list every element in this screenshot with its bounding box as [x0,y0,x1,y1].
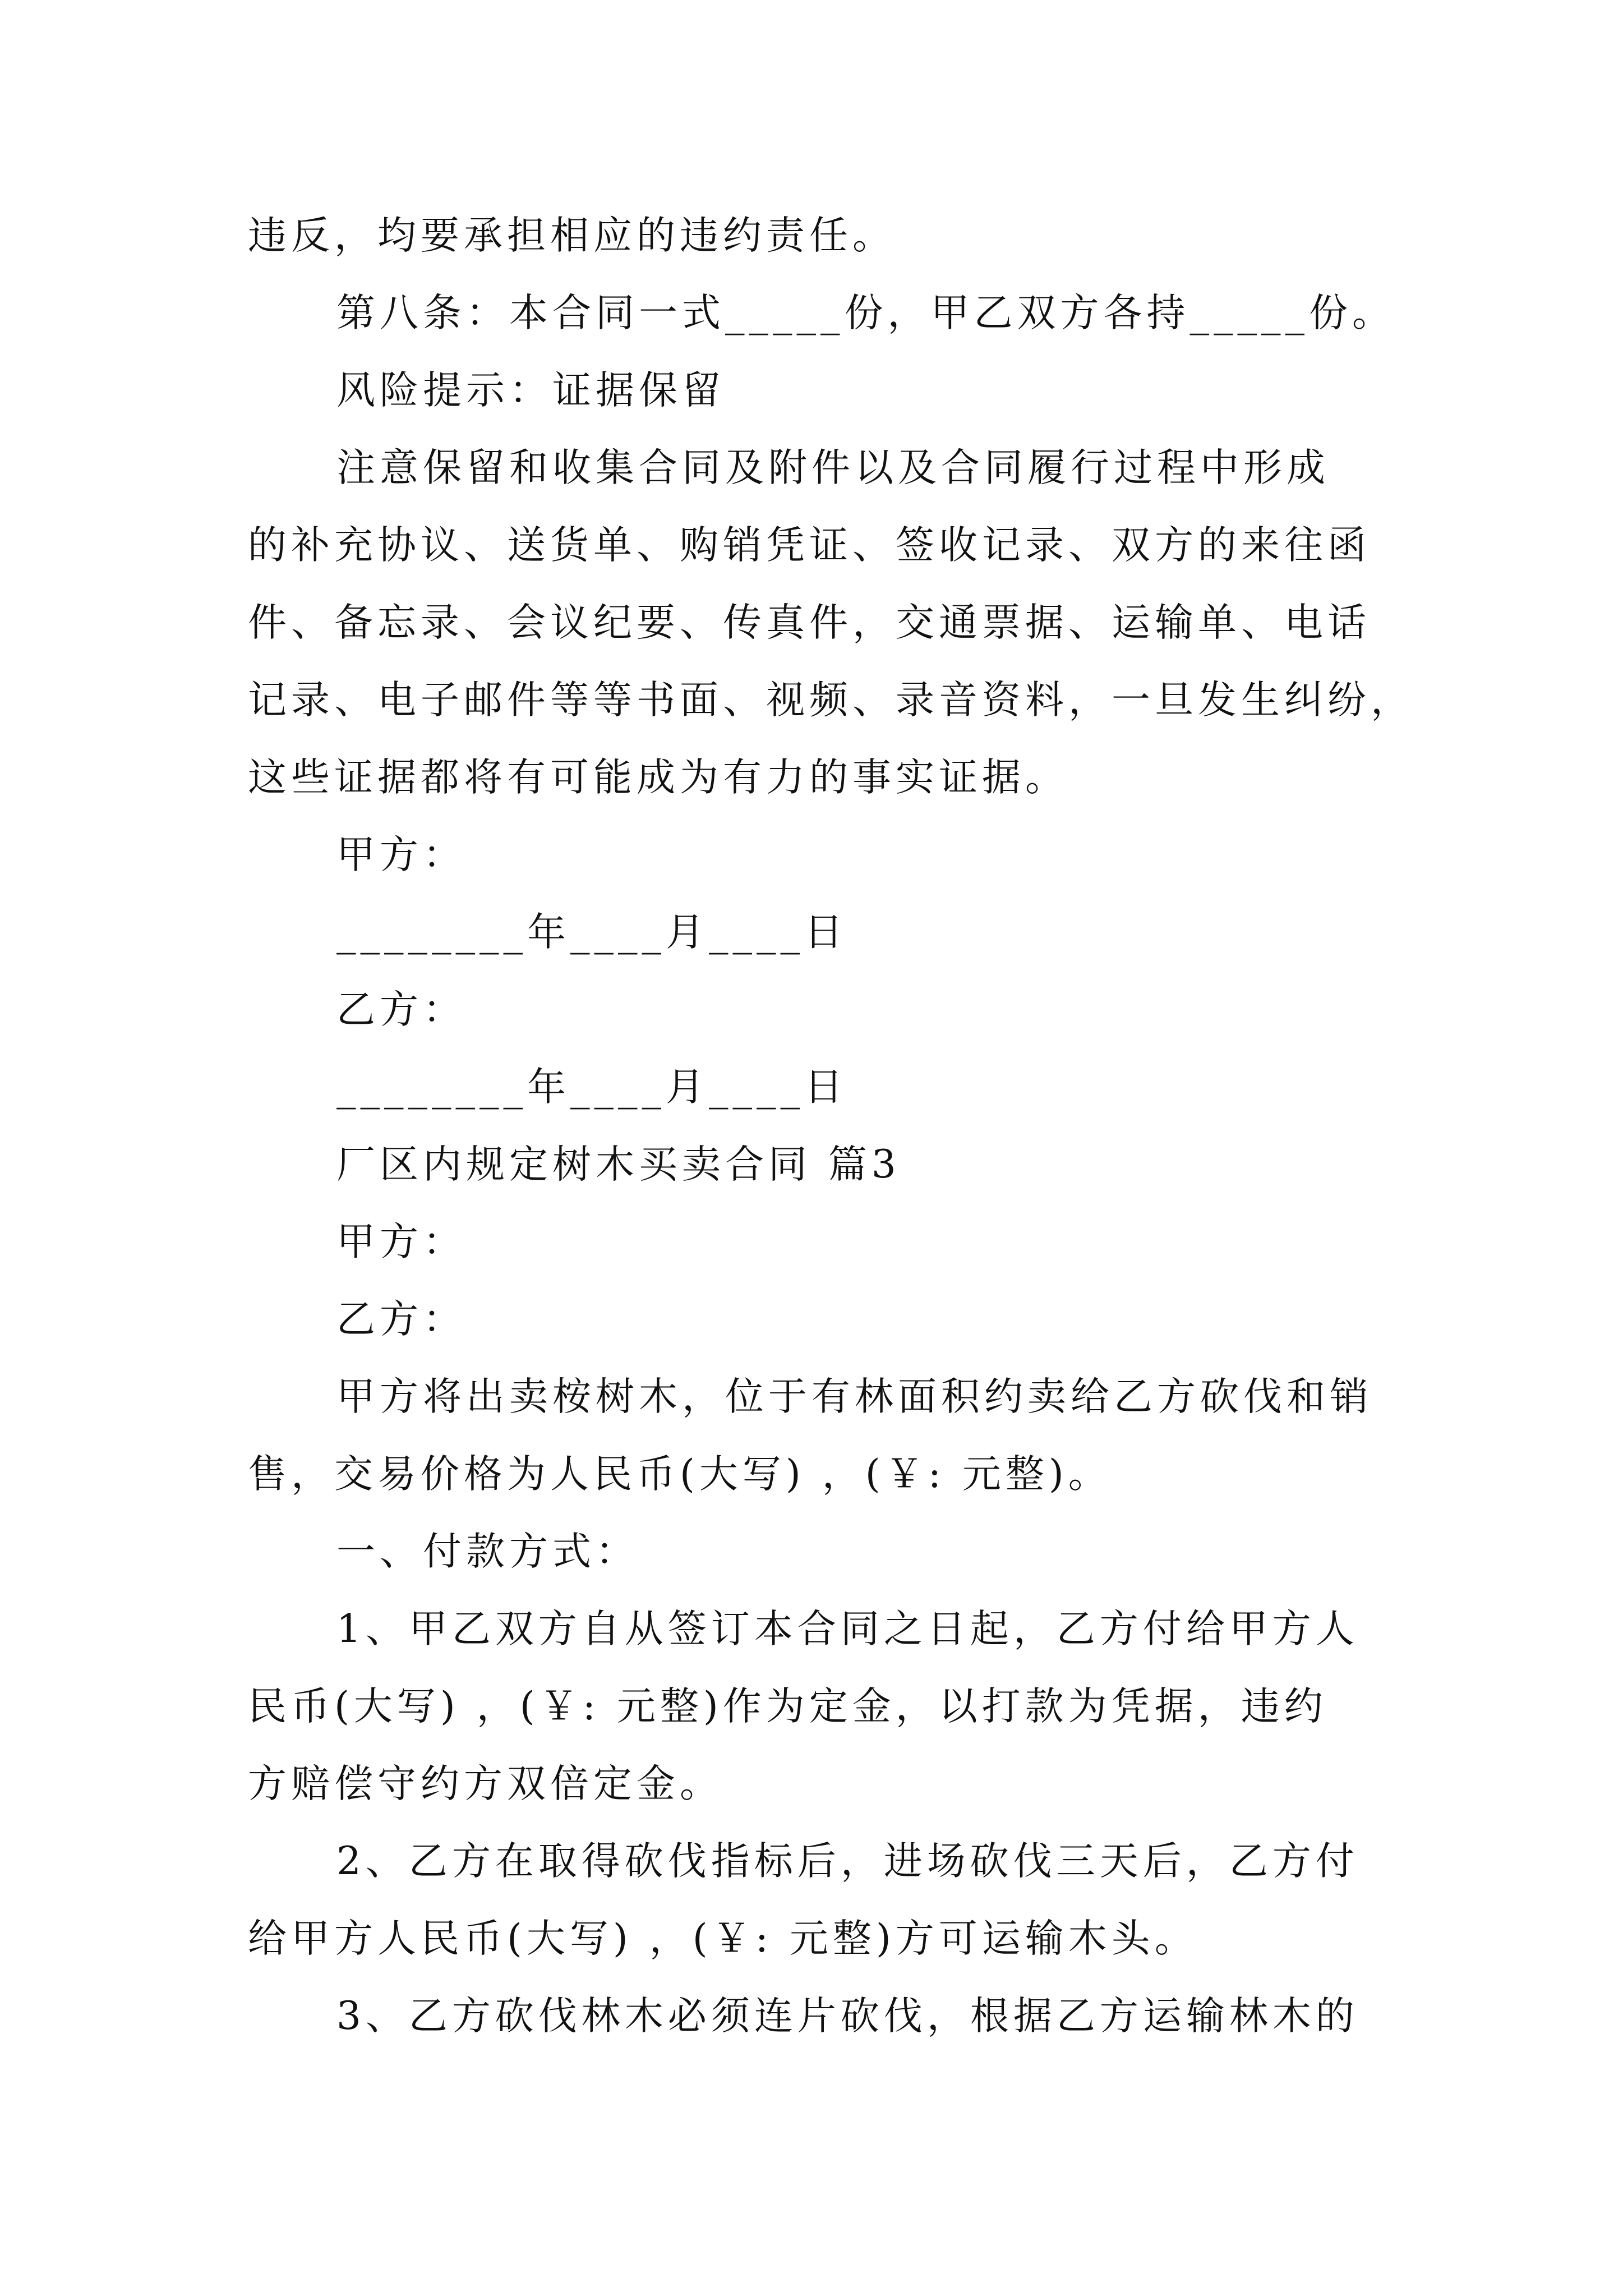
text-line: 件、备忘录、会议纪要、传真件，交通票据、运输单、电话 [248,600,1371,645]
party-b-date: ________年____月____日 [336,1065,847,1110]
text-line: 注意保留和收集合同及附件以及合同履行过程中形成 [336,445,1330,490]
party-b-label: 乙方： [336,987,466,1032]
text-line: 2、乙方在取得砍伐指标后，进场砍伐三天后，乙方付 [336,1839,1359,1884]
text-line: 甲方将出卖桉树木，位于有林面积约卖给乙方砍伐和销 [336,1374,1373,1419]
clause-eight: 第八条：本合同一式_____份，甲乙双方各持_____份。 [336,291,1395,335]
text-line: 给甲方人民币(大写) ，(￥: 元整)方可运输木头。 [248,1916,1198,1961]
party-a-label: 甲方： [336,832,466,877]
text-line: 售，交易价格为人民币(大写) ，(￥: 元整)。 [248,1452,1112,1497]
text-line: 民币(大写) ，(￥: 元整)作为定金，以打款为凭据，违约 [248,1684,1327,1729]
party-b-label: 乙方： [336,1297,466,1342]
text-line: 违反，均要承担相应的违约责任。 [248,213,896,258]
payment-heading: 一、付款方式： [336,1529,639,1574]
text-line: 的补充协议、送货单、购销凭证、签收记录、双方的来往函 [248,523,1371,568]
text-line: 记录、电子邮件等等书面、视频、录音资料，一旦发生纠纷， [248,678,1414,723]
text-line: 方赔偿守约方双倍定金。 [248,1761,723,1806]
text-line: 3、乙方砍伐林木必须连片砍伐，根据乙方运输林木的 [336,1994,1359,2039]
section-title: 厂区内规定树木买卖合同 篇3 [336,1142,901,1187]
text-line: 这些证据都将有可能成为有力的事实证据。 [248,755,1068,800]
risk-tip-heading: 风险提示：证据保留 [336,368,725,413]
party-a-date: ________年____月____日 [336,910,847,955]
text-line: 1、甲乙双方自从签订本合同之日起，乙方付给甲方人 [336,1607,1359,1651]
party-a-label: 甲方： [336,1220,466,1264]
